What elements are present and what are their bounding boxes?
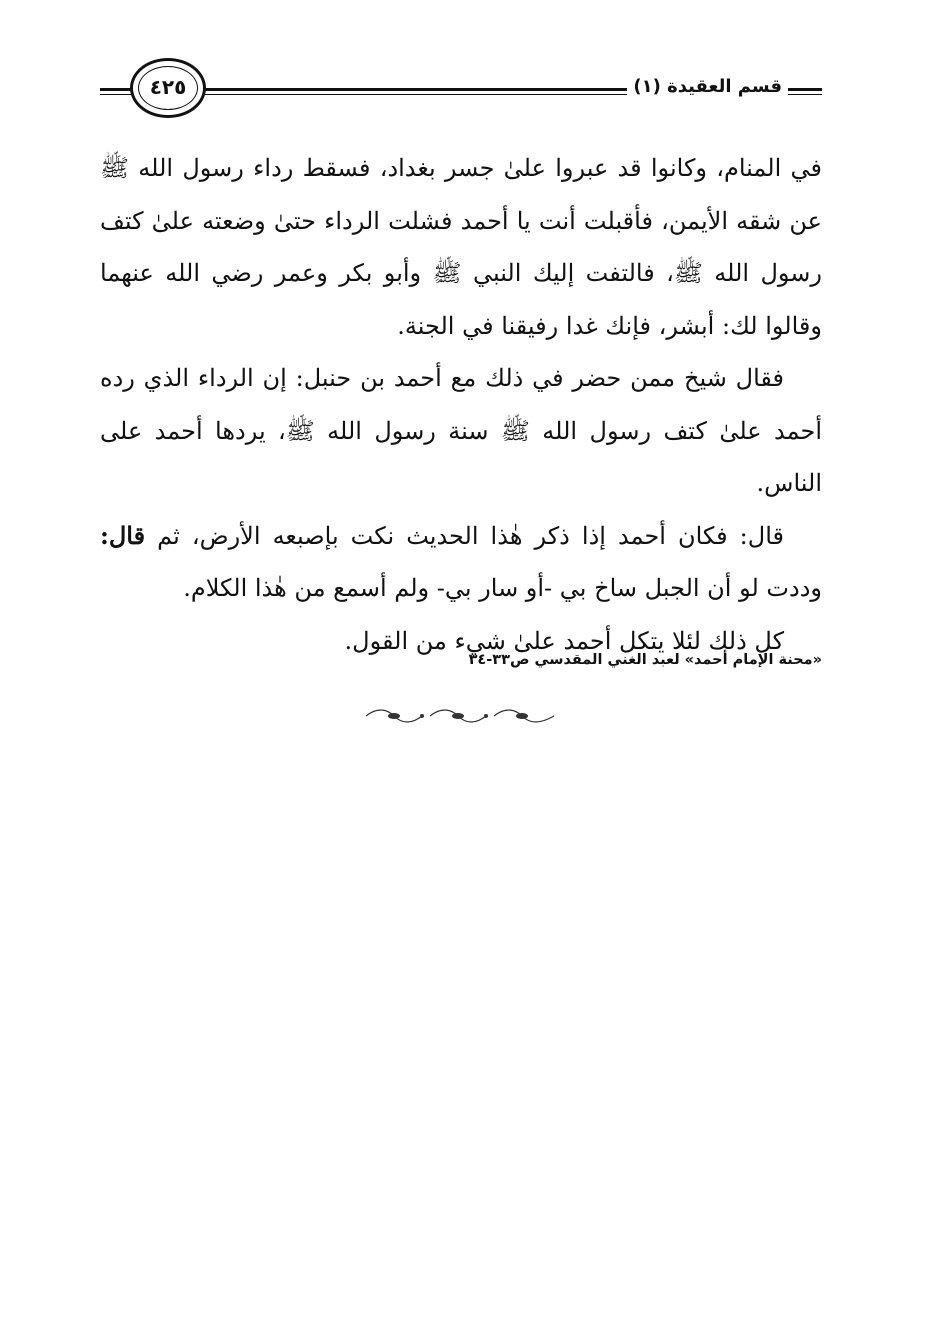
header-section-title: قسم العقيدة (١): [627, 76, 788, 97]
main-text: [100, 142, 822, 667]
source-citation: «محنة الإمام أحمد» لعبد الغني المقدسي ص٣٣-٣٤: [468, 652, 822, 668]
paragraph-2: فقال شيخ ممن حضر في ذلك مع أحمد بن حنبل: إن الرداء الذي رده أحمد علىٰ كتف رسول الله ﷺ سنة رسول الله ﷺ، يردها أحمد على الناس.: [100, 364, 822, 497]
paragraph-3-bold: قال:: [100, 520, 146, 550]
paragraph-4: كل ذلك لئلا يتكل أحمد علىٰ شيء من القول.: [344, 626, 784, 655]
floral-divider-icon: [360, 706, 560, 726]
page-header: [100, 58, 822, 128]
paragraph-3-end: وددت لو أن الجبل ساخ بي -أو سار بي- ولم أسمع من هٰذا الكلام.: [183, 574, 822, 602]
paragraph-3-start: قال: فكان أحمد إذا ذكر هٰذا الحديث نكت بإصبعه الأرض، ثم: [145, 521, 784, 550]
paragraph-3: [100, 510, 822, 615]
paragraph-1: في المنام، وكانوا قد عبروا علىٰ جسر بغداد، فسقط رداء رسول الله ﷺ عن شقه الأيمن، فأقبلت أنت يا أحمد فشلت الرداء حتىٰ وضعته علىٰ كتف رسول الله ﷺ، فالتفت إليك النبي ﷺ وأبو بكر وعمر رضي الله عنهما وقالوا لك: أبشر، فإنك غدا رفيقنا في الجنة.: [100, 154, 822, 340]
page-number-badge: [130, 58, 206, 118]
page-number: ٤٢٥: [149, 75, 187, 99]
